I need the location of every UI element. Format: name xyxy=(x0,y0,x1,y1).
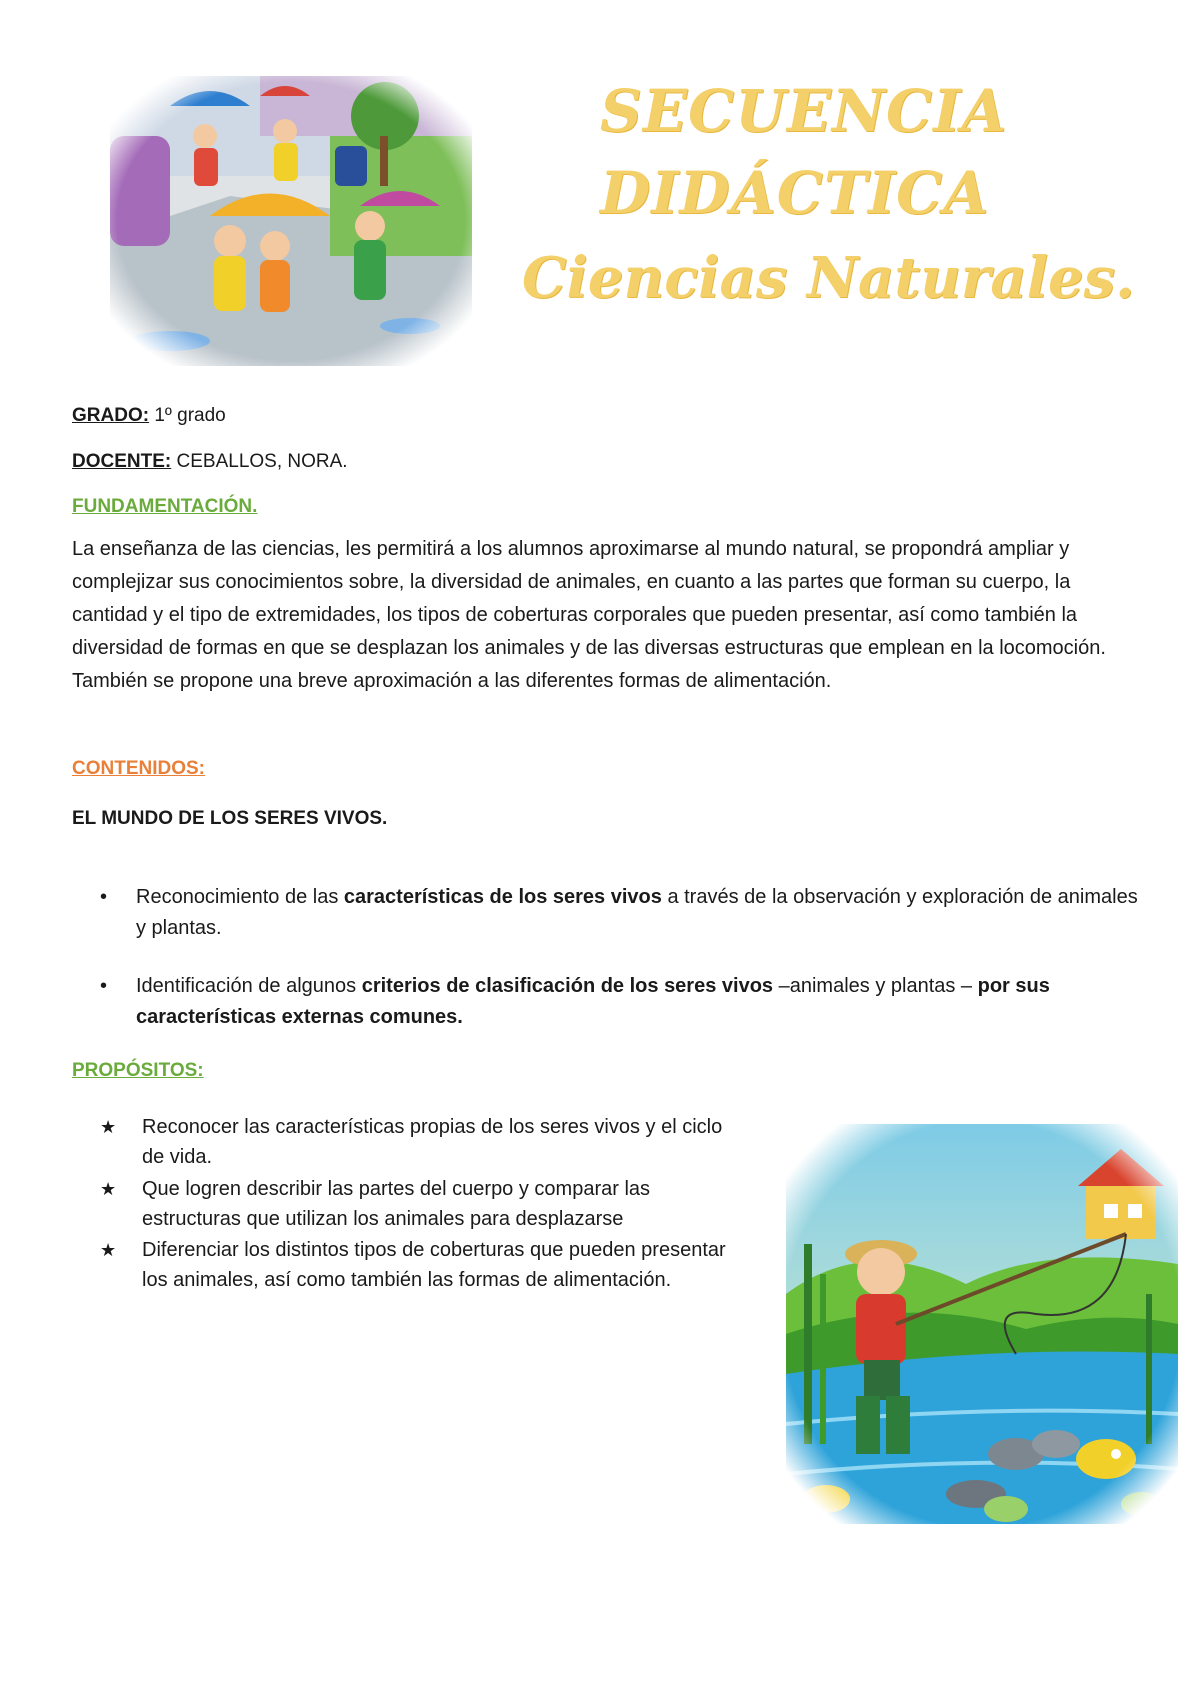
contenido-1-pre: Reconocimiento de las xyxy=(136,886,344,908)
star-icon: ★ xyxy=(100,1117,117,1137)
rainy-street-illustration xyxy=(110,76,472,366)
title-line-3: Ciencias Naturales. xyxy=(522,245,1135,311)
title-line-1: SECUENCIA xyxy=(600,77,1008,145)
contenido-2-bold: criterios de clasificación de los seres vivos xyxy=(361,975,774,997)
bullet-icon: • xyxy=(100,886,108,908)
contenido-1-bold: características de los seres vivos xyxy=(343,886,662,908)
grado-label: GRADO: xyxy=(72,405,150,426)
fundamentacion-heading: FUNDAMENTACIÓN. xyxy=(72,496,258,517)
propositos-heading: PROPÓSITOS: xyxy=(72,1060,204,1081)
contenidos-item xyxy=(100,971,1140,1033)
docente-value: CEBALLOS, NORA. xyxy=(176,451,348,472)
bullet-icon: • xyxy=(100,975,108,997)
contenidos-heading: CONTENIDOS: xyxy=(72,758,205,779)
proposito-text: Diferenciar los distintos tipos de coberturas que pueden presentar los animales, así como también las formas de alimentación. xyxy=(142,1239,726,1291)
fundamentacion-text: La enseñanza de las ciencias, les permitirá a los alumnos aproximarse al mundo natural, se propondrá ampliar y complejizar sus conocimientos sobre, la diversidad de animales, en cuanto a las partes que forman su cuerpo, la cantidad y el tipo de extremidades, los tipos de coberturas corporales que pueden presentar, así como también la diversidad de formas en que se desplazan los animales y de las diversas estructuras que emplean en la locomoción. También se propone una breve aproximación a las diferentes formas de alimentación. xyxy=(72,538,1106,692)
title-line-2: DIDÁCTICA xyxy=(600,159,990,227)
docente-label: DOCENTE: xyxy=(72,451,172,472)
docente-line xyxy=(72,451,348,473)
proposito-text: Reconocer las características propias de los seres vivos y el ciclo de vida. xyxy=(142,1116,723,1168)
boy-fishing-illustration xyxy=(786,1124,1178,1524)
grado-line xyxy=(72,405,226,427)
proposito-text: Que logren describir las partes del cuerpo y comparar las estructuras que utilizan los animales para desplazarse xyxy=(142,1178,651,1230)
contenido-2-bold2: por sus características externas comunes. xyxy=(136,975,1050,1028)
star-icon: ★ xyxy=(100,1179,117,1199)
contenidos-item xyxy=(100,882,1140,944)
grado-value: 1º grado xyxy=(154,405,226,426)
contenido-2-pre: Identificación de algunos xyxy=(136,975,362,997)
proposito-item xyxy=(100,1174,740,1234)
contenidos-subheading: EL MUNDO DE LOS SERES VIVOS. xyxy=(72,808,388,829)
contenido-1-post: a través de la observación y exploración de animales y plantas. xyxy=(136,886,1138,939)
proposito-item xyxy=(100,1235,740,1295)
contenido-2-mid: –animales y plantas – xyxy=(773,975,978,997)
proposito-item xyxy=(100,1112,740,1172)
star-icon: ★ xyxy=(100,1240,117,1260)
